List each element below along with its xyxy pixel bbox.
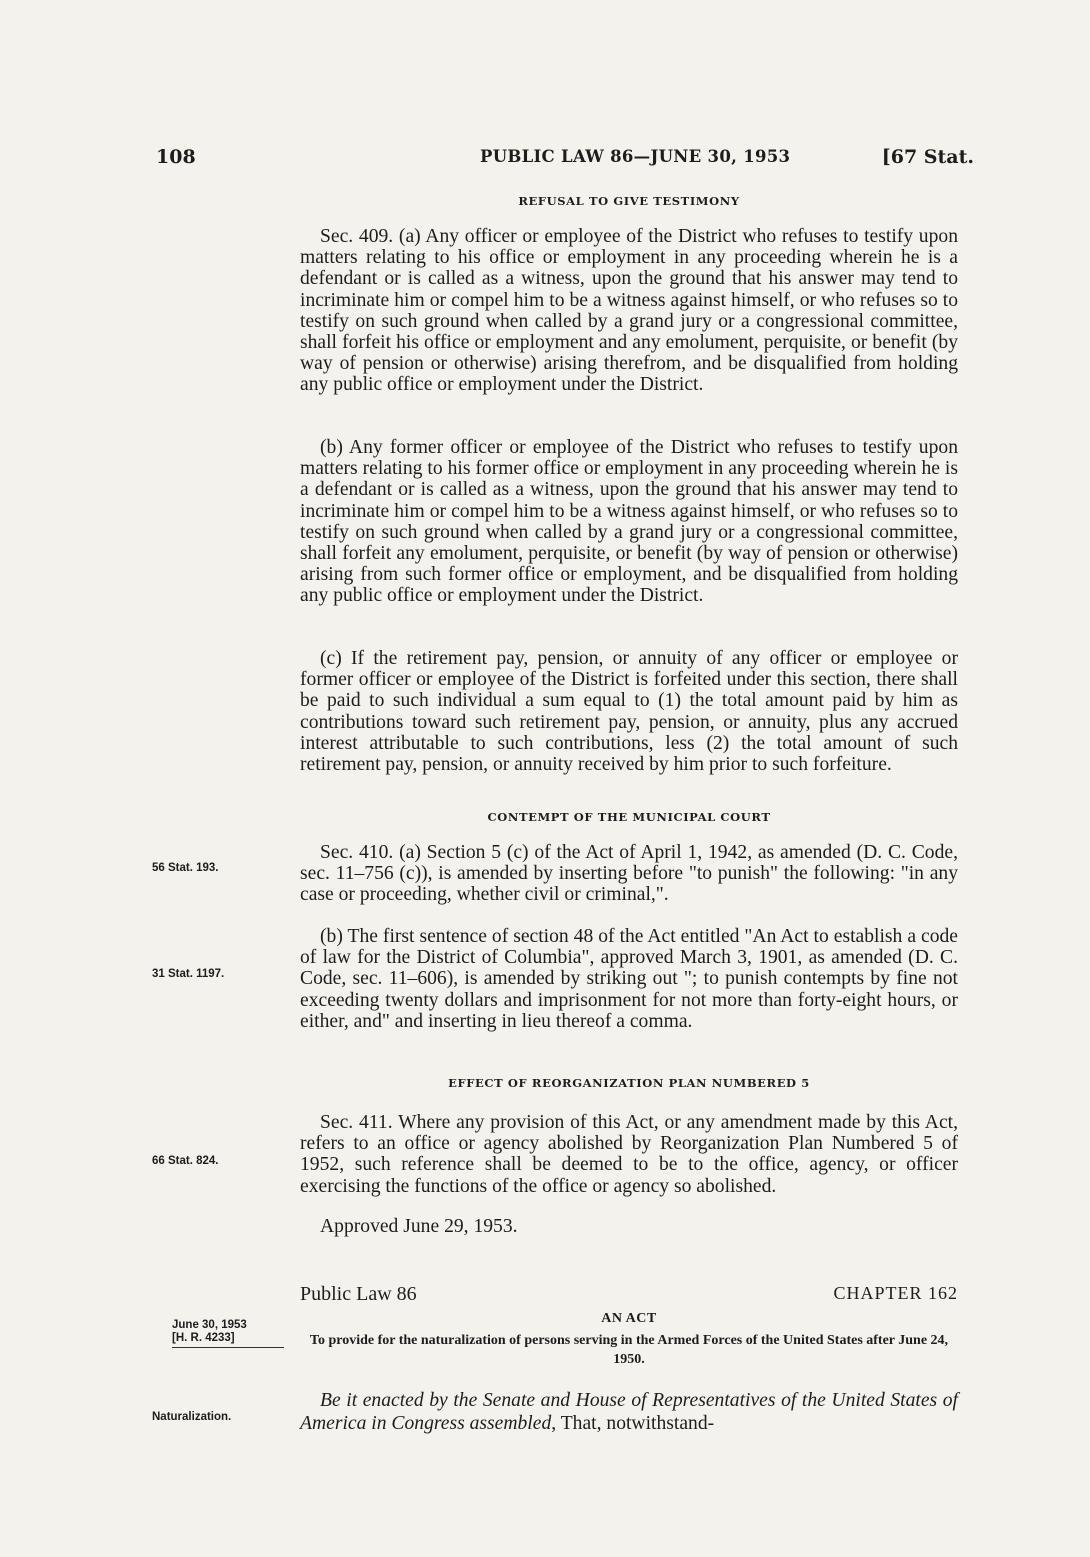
running-header (156, 146, 974, 172)
section-heading-refusal: REFUSAL TO GIVE TESTIMONY (518, 194, 740, 208)
act-purpose: To provide for the naturalization of persons serving in the Armed Forces of the United States after June 24, 1950. (309, 1333, 949, 1367)
bill-rule (172, 1347, 284, 1348)
section-409-para-a: Sec. 409. (a) Any officer or employee of the District who refuses to testify upon matters relating to his office or employment in any proceeding wherein he is a defendant or is called as a witness, upon the ground that his answer may tend to incriminate him or compel him to be a witness against himself, or who refuses so to testify on such ground when called by a grand jury or a congressional committee, shall forfeit his office or employment and any emolument, perquisite, or benefit (by way of pension or otherwise) arising therefrom, and be disqualified from holding any public office or employment under the District. (300, 226, 958, 396)
public-law-line (300, 1283, 958, 1309)
chapter-label: CHAPTER 162 (833, 1283, 958, 1303)
section-411-para: Sec. 411. Where any provision of this Act, or any amendment made by this Act, refers to an office or agency abolished by Reorganization Plan Numbered 5 of 1952, such reference shall be deemed to be to the office, agency, or officer exercising the functions of the office or agency so abolished. (300, 1112, 958, 1197)
enacting-clause (300, 1389, 958, 1435)
margin-note-31-stat: 31 Stat. 1197. (152, 968, 225, 980)
act-title: AN ACT (601, 1311, 657, 1326)
bill-reference (172, 1319, 276, 1348)
section-410-para-b: (b) The first sentence of section 48 of the Act entitled "An Act to establish a code of law for the District of Columbia", approved March 3, 1901, as amended (D. C. Code, sec. 11–606), is amended by striking out "; to punish contempts by fine not exceeding twenty dollars and imprisonment for not more than forty-eight hours, or either, and" and inserting in lieu thereof a comma. (300, 926, 958, 1032)
enacting-clause-italic: Be it enacted by the Senate and House of Representatives of the United States of America in Congress assembled (300, 1390, 958, 1434)
enacting-clause-rest: , That, notwithstand- (551, 1413, 715, 1434)
section-410-para-a: Sec. 410. (a) Section 5 (c) of the Act of April 1, 1942, as amended (D. C. Code, sec. 11–756 (c)), is amended by inserting before "to punish" the following: "in any case or proceeding, whether civil or criminal,". (300, 842, 958, 906)
bill-number: [H. R. 4233] (172, 1332, 235, 1344)
margin-note-66-stat: 66 Stat. 824. (152, 1155, 219, 1167)
approval-date: Approved June 29, 1953. (320, 1216, 518, 1237)
section-heading-contempt: CONTEMPT OF THE MUNICIPAL COURT (487, 810, 771, 824)
margin-note-naturalization: Naturalization. (152, 1411, 232, 1423)
section-heading-reorganization: EFFECT OF REORGANIZATION PLAN NUMBERED 5 (448, 1076, 810, 1090)
page-number: 108 (156, 146, 196, 168)
public-law-label: Public Law 86 (300, 1283, 417, 1305)
header-title: PUBLIC LAW 86—JUNE 30, 1953 (480, 147, 791, 166)
margin-note-56-stat: 56 Stat. 193. (152, 862, 219, 874)
section-409-para-c: (c) If the retirement pay, pension, or annuity of any officer or employee or former officer or employee of the District is forfeited under this section, there shall be paid to such individual a sum equal to (1) the total amount paid by him as contributions toward such retirement pay, pension, or annuity, plus any accrued interest attributable to such contributions, less (2) the total amount of such retirement pay, pension, or annuity received by him prior to such forfeiture. (300, 648, 958, 776)
bill-date: June 30, 1953 (172, 1319, 247, 1331)
section-409-para-b: (b) Any former officer or employee of the District who refuses to testify upon matters relating to his former office or employment in any proceeding wherein he is a defendant or is called as a witness, upon the ground that his answer may tend to incriminate him or compel him to be a witness against himself, or who refuses so to testify on such ground when called by a grand jury or a congressional committee, shall forfeit any emolument, perquisite, or benefit (by way of pension or otherwise) arising from such former office or employment, and be disqualified from holding any public office or employment under the District. (300, 437, 958, 607)
statute-reference: [67 Stat. (881, 146, 974, 168)
